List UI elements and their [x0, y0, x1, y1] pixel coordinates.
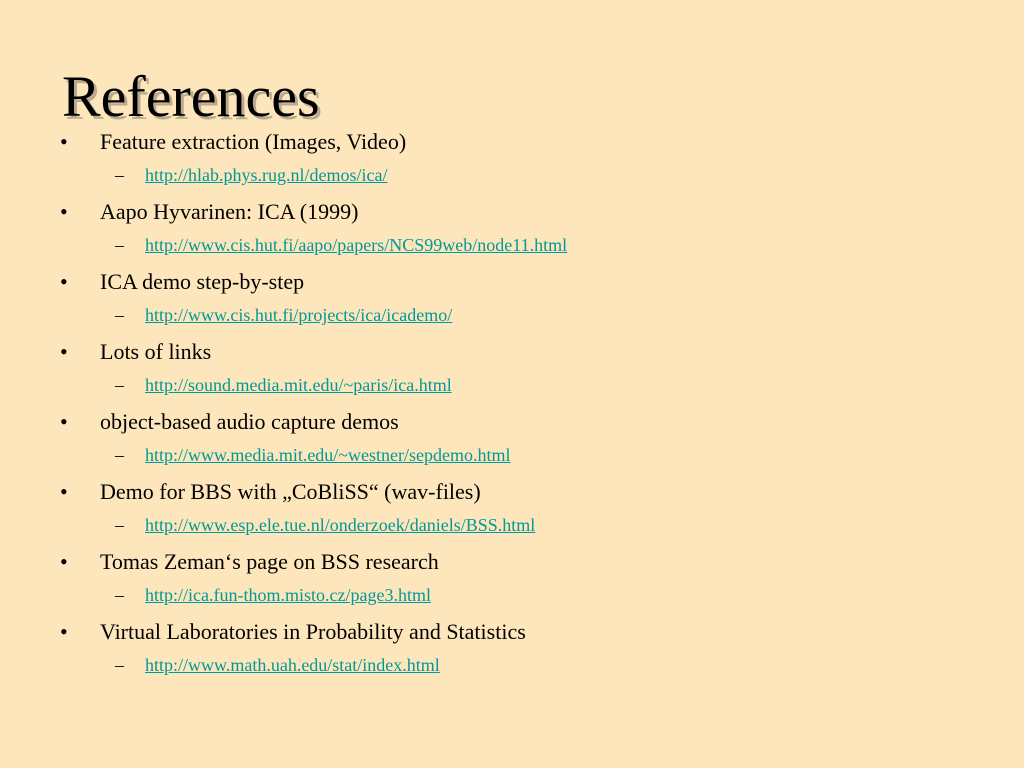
reference-entry — [0, 122, 1024, 192]
bullet-marker: • — [60, 129, 68, 154]
reference-link-row — [0, 303, 1024, 327]
dash-marker: – — [115, 305, 124, 325]
reference-link-row — [0, 373, 1024, 397]
reference-entry — [0, 402, 1024, 472]
reference-entry — [0, 472, 1024, 542]
reference-title: ICA demo step-by-step — [100, 269, 305, 294]
reference-title: Aapo Hyvarinen: ICA (1999) — [100, 199, 359, 224]
reference-entry — [0, 542, 1024, 612]
bullet-marker: • — [60, 339, 68, 364]
reference-item — [0, 198, 1024, 226]
reference-item — [0, 268, 1024, 296]
reference-title: Lots of links — [100, 339, 212, 364]
dash-marker: – — [115, 235, 124, 255]
dash-marker: – — [115, 445, 124, 465]
reference-item — [0, 478, 1024, 506]
reference-item — [0, 128, 1024, 156]
bullet-marker: • — [60, 479, 68, 504]
reference-entry — [0, 332, 1024, 402]
bullet-marker: • — [60, 619, 68, 644]
reference-item — [0, 408, 1024, 436]
reference-link-row — [0, 653, 1024, 677]
reference-link[interactable]: http://sound.media.mit.edu/~paris/ica.html — [145, 375, 452, 395]
reference-title: object-based audio capture demos — [100, 409, 399, 434]
reference-item — [0, 618, 1024, 646]
reference-link[interactable]: http://www.esp.ele.tue.nl/onderzoek/daniels/BSS.html — [145, 515, 536, 535]
reference-link[interactable]: http://ica.fun-thom.misto.cz/page3.html — [145, 585, 431, 605]
reference-list — [0, 122, 1024, 682]
bullet-marker: • — [60, 549, 68, 574]
reference-entry — [0, 612, 1024, 682]
bullet-marker: • — [60, 199, 68, 224]
reference-link-row — [0, 163, 1024, 187]
reference-item — [0, 548, 1024, 576]
reference-entry — [0, 192, 1024, 262]
dash-marker: – — [115, 655, 124, 675]
reference-title: Tomas Zeman‘s page on BSS research — [100, 549, 439, 574]
dash-marker: – — [115, 375, 124, 395]
reference-link-row — [0, 443, 1024, 467]
reference-title: Virtual Laboratories in Probability and Statistics — [100, 619, 526, 644]
reference-link-row — [0, 513, 1024, 537]
slide-title: References — [62, 64, 320, 129]
reference-item — [0, 338, 1024, 366]
reference-link[interactable]: http://www.media.mit.edu/~westner/sepdemo.html — [145, 445, 511, 465]
reference-title: Feature extraction (Images, Video) — [100, 129, 407, 154]
reference-link[interactable]: http://www.cis.hut.fi/aapo/papers/NCS99web/node11.html — [145, 235, 568, 255]
dash-marker: – — [115, 515, 124, 535]
reference-link-row — [0, 233, 1024, 257]
reference-entry — [0, 262, 1024, 332]
reference-title: Demo for BBS with „CoBliSS“ (wav-files) — [100, 479, 481, 504]
bullet-marker: • — [60, 269, 68, 294]
reference-link[interactable]: http://hlab.phys.rug.nl/demos/ica/ — [145, 165, 388, 185]
bullet-marker: • — [60, 409, 68, 434]
reference-link[interactable]: http://www.cis.hut.fi/projects/ica/icademo/ — [145, 305, 453, 325]
dash-marker: – — [115, 165, 124, 185]
dash-marker: – — [115, 585, 124, 605]
reference-link[interactable]: http://www.math.uah.edu/stat/index.html — [145, 655, 440, 675]
reference-link-row — [0, 583, 1024, 607]
